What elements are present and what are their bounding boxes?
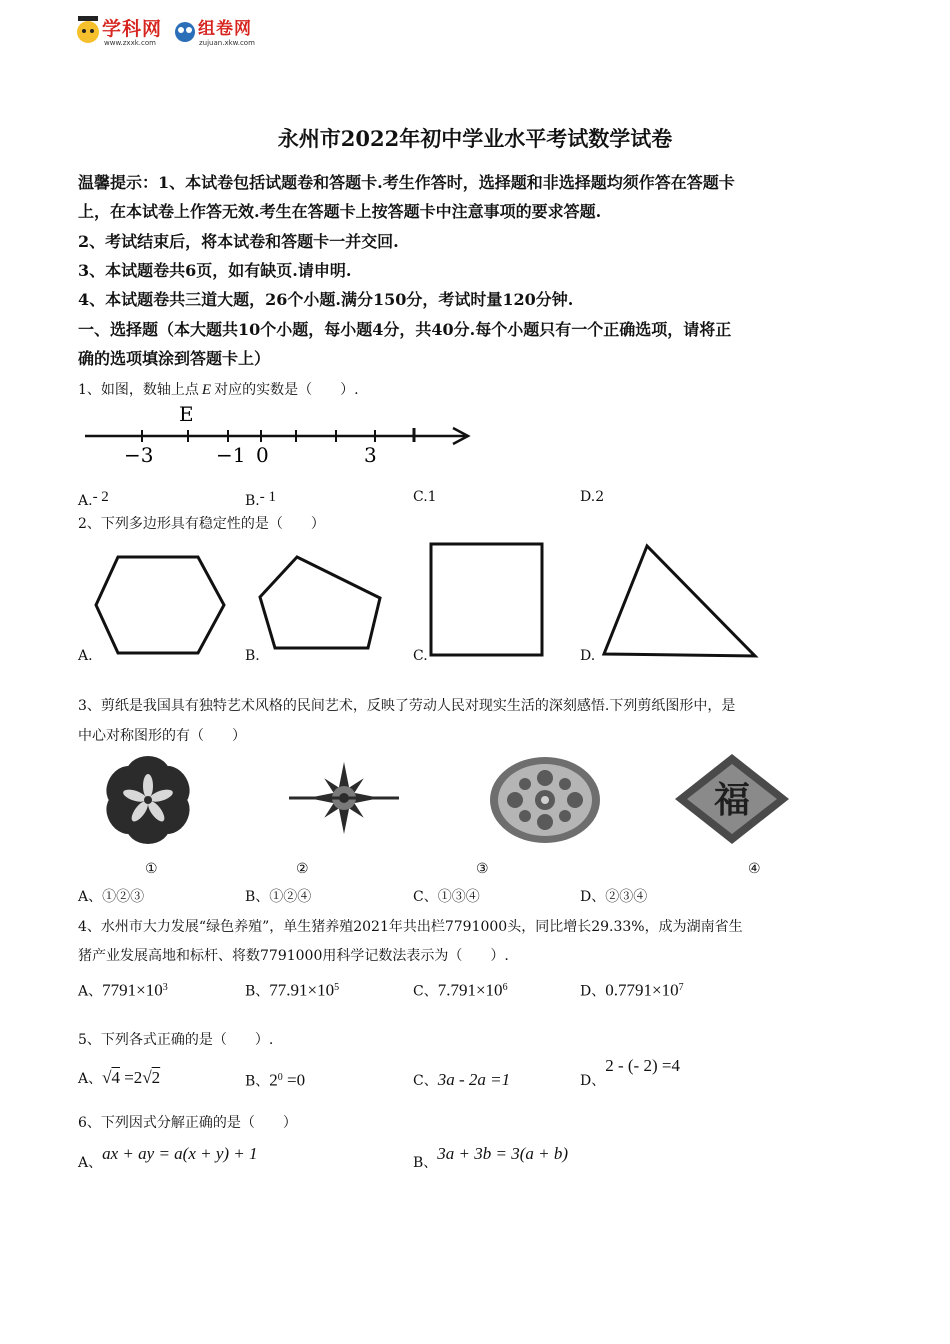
note-line-1: 温馨提示：1、本试卷包括试题卷和答题卡.考生作答时，选择题和非选择题均须作答在答题卡: [78, 173, 735, 192]
q2-option-d: D.: [580, 648, 596, 664]
q3-fig-label-4: ④: [748, 861, 761, 877]
q3-fig-label-2: ②: [296, 861, 309, 877]
logo-zxxk-text: 学科网: [102, 18, 163, 40]
pentagon-shape: [260, 557, 380, 648]
q3-fig-label-3: ③: [476, 861, 489, 877]
q1-option-c: C.1: [413, 489, 437, 505]
note-line-2: 上，在本试卷上作答无效.考生在答题卡上按答题卡中注意事项的要求答题.: [78, 202, 602, 221]
q3-stem-2: 中心对称图形的有（ ）: [78, 728, 246, 744]
q5-option-d: D、2 - (- 2) =4: [580, 1056, 680, 1089]
q2-stem: 2、下列多边形具有稳定性的是（ ）: [78, 516, 325, 532]
note-line-3: 2、考试结束后，将本试卷和答题卡一并交回.: [78, 232, 399, 251]
hexagon-shape: [96, 557, 224, 653]
q4-option-a: A、$7791\times 10^3$: [78, 980, 168, 1000]
axis-label-0: 0: [256, 443, 269, 467]
note-line-5: 4、本试题卷共三道大题，26个小题.满分150分，考试时量120分钟.: [78, 290, 574, 309]
q4-option-c: C、$7.791\times 10^6$: [413, 980, 508, 1000]
logo-zxxk-url: www.zxxk.com: [104, 39, 156, 47]
section-heading-2: 确的选项填涂到答题卡上）: [78, 349, 271, 368]
logo-zujuan-text: 组卷网: [198, 19, 252, 39]
q5-stem: 5、下列各式正确的是（ ）.: [78, 1032, 274, 1048]
q3-stem-1: 3、剪纸是我国具有独特艺术风格的民间艺术，反映了劳动人民对现实生活的深刻感悟.下列剪纸图形中，是: [78, 698, 736, 714]
fu-character: 福: [713, 779, 751, 821]
q5-option-a: A、√4 =2√2: [78, 1068, 161, 1087]
triangle-shape: [604, 546, 755, 656]
header-logo: [74, 10, 274, 50]
q1-option-a: A.- 2: [78, 489, 109, 509]
section-heading-1: 一、选择题（本大题共10个小题，每小题4分，共40分.每个小题只有一个正确选项，请将正: [78, 320, 732, 339]
axis-label-neg1: −1: [216, 443, 246, 467]
q6-option-b: B、3a + 3b = 3(a + b): [413, 1144, 569, 1171]
axis-label-neg3: −3: [124, 443, 154, 467]
q2-option-a: A.: [78, 648, 93, 664]
q5-option-c: C、3a - 2a =1: [413, 1070, 511, 1089]
q2-option-c: C.: [413, 648, 428, 664]
q4-stem-2: 猪产业发展高地和标杆、将数7791000用科学记数法表示为（ ）.: [78, 948, 509, 964]
logo-zujuan-url: zujuan.xkw.com: [199, 39, 255, 47]
q5-option-b: B、$2^0 =0$: [245, 1070, 306, 1090]
paper-cut-lace-icon: [488, 755, 603, 845]
page-title: 永州市2022年初中学业水平考试数学试卷: [277, 126, 673, 151]
axis-label-3: 3: [364, 443, 377, 467]
q2-polygons: [90, 540, 770, 665]
owl-icon: [174, 18, 196, 44]
q6-stem: 6、下列因式分解正确的是（ ）: [78, 1115, 297, 1131]
q3-option-a: A、①②③: [78, 889, 145, 905]
q1-option-b: B.- 1: [245, 489, 276, 509]
q4-option-d: D、$0.7791\times 10^7$: [580, 980, 684, 1000]
paper-cut-star-icon: [287, 758, 402, 838]
mascot-icon: [74, 12, 104, 48]
q3-option-d: D、②③④: [580, 889, 648, 905]
q6-option-a: A、ax + ay = a(x + y) + 1: [78, 1144, 258, 1171]
q1-option-d: D.2: [580, 489, 605, 505]
paper-cut-flower-icon: [86, 755, 211, 845]
square-shape: [431, 544, 542, 655]
q3-option-c: C、①③④: [413, 889, 480, 905]
number-line: [80, 400, 480, 470]
q2-option-b: B.: [245, 648, 260, 664]
q4-option-b: B、$77.91\times 10^5$: [245, 980, 340, 1000]
note-line-4: 3、本试题卷共6页，如有缺页.请申明.: [78, 261, 352, 280]
q4-stem-1: 4、水州市大力发展“绿色养殖”，单生猪养殖2021年共出栏7791000头，同比增长29.33%，成为湖南省生: [78, 919, 743, 935]
q1-stem: 1、如图，数轴上点 E 对应的实数是（ ）.: [78, 382, 359, 398]
q3-option-b: B、①②④: [245, 889, 312, 905]
paper-cut-fu-icon: [673, 752, 791, 846]
axis-label-e: E: [179, 402, 194, 426]
q3-fig-label-1: ①: [145, 861, 158, 877]
